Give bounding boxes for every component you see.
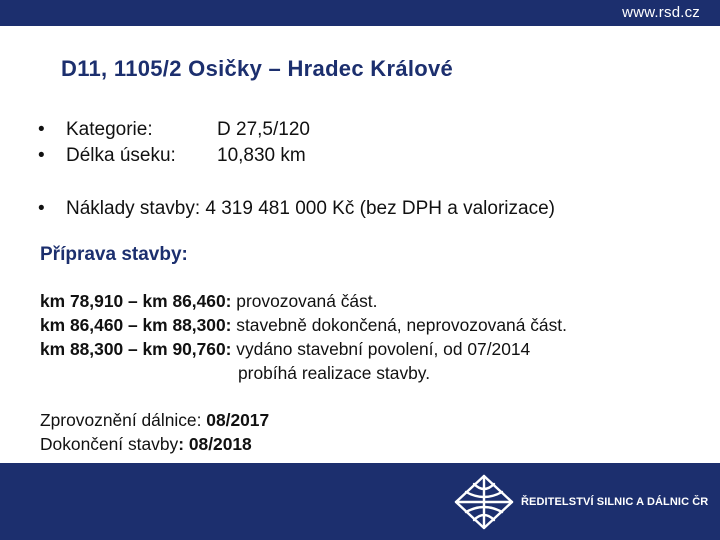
length-label: Délka úseku: — [66, 145, 176, 166]
section-range: km 78,910 – km 86,460: — [40, 291, 232, 311]
section-range: km 88,300 – km 90,760: — [40, 339, 232, 359]
bullet-icon: • — [38, 119, 45, 140]
completion-label: Dokončení stavby — [40, 434, 179, 454]
section-continuation: probíhá realizace stavby. — [238, 363, 431, 383]
opening-value: 08/2017 — [206, 410, 270, 430]
section-status: provozovaná část. — [231, 291, 378, 311]
bullet-icon: • — [38, 145, 45, 166]
section-range: km 86,460 – km 88,300: — [40, 315, 232, 335]
completion-date-line — [40, 432, 269, 456]
preparation-heading: Příprava stavby: — [40, 244, 188, 265]
costs-text: Náklady stavby: 4 319 481 000 Kč (bez DPH a valorizace) — [66, 198, 555, 219]
length-value: 10,830 km — [217, 145, 306, 166]
preparation-sections — [40, 289, 567, 385]
completion-value: : 08/2018 — [178, 434, 252, 454]
section-line — [40, 313, 567, 337]
section-status: vydáno stavební povolení, od 07/2014 — [231, 339, 531, 359]
section-line — [40, 337, 567, 361]
opening-date-line — [40, 408, 269, 432]
category-label: Kategorie: — [66, 119, 153, 140]
organization-name: ŘEDITELSTVÍ SILNIC A DÁLNIC ČR — [521, 496, 709, 508]
highway-interchange-logo-icon — [452, 472, 516, 532]
opening-label: Zprovoznění dálnice: — [40, 410, 207, 430]
header-bar — [0, 0, 720, 26]
section-line — [40, 289, 567, 313]
site-url[interactable]: www.rsd.cz — [622, 4, 700, 21]
category-value: D 27,5/120 — [217, 119, 310, 140]
bullet-icon: • — [38, 198, 45, 219]
section-status: stavebně dokončená, neprovozovaná část. — [231, 315, 567, 335]
footer-bar — [0, 463, 720, 540]
dates-block — [40, 408, 269, 456]
page-title: D11, 1105/2 Osičky – Hradec Králové — [61, 56, 454, 81]
